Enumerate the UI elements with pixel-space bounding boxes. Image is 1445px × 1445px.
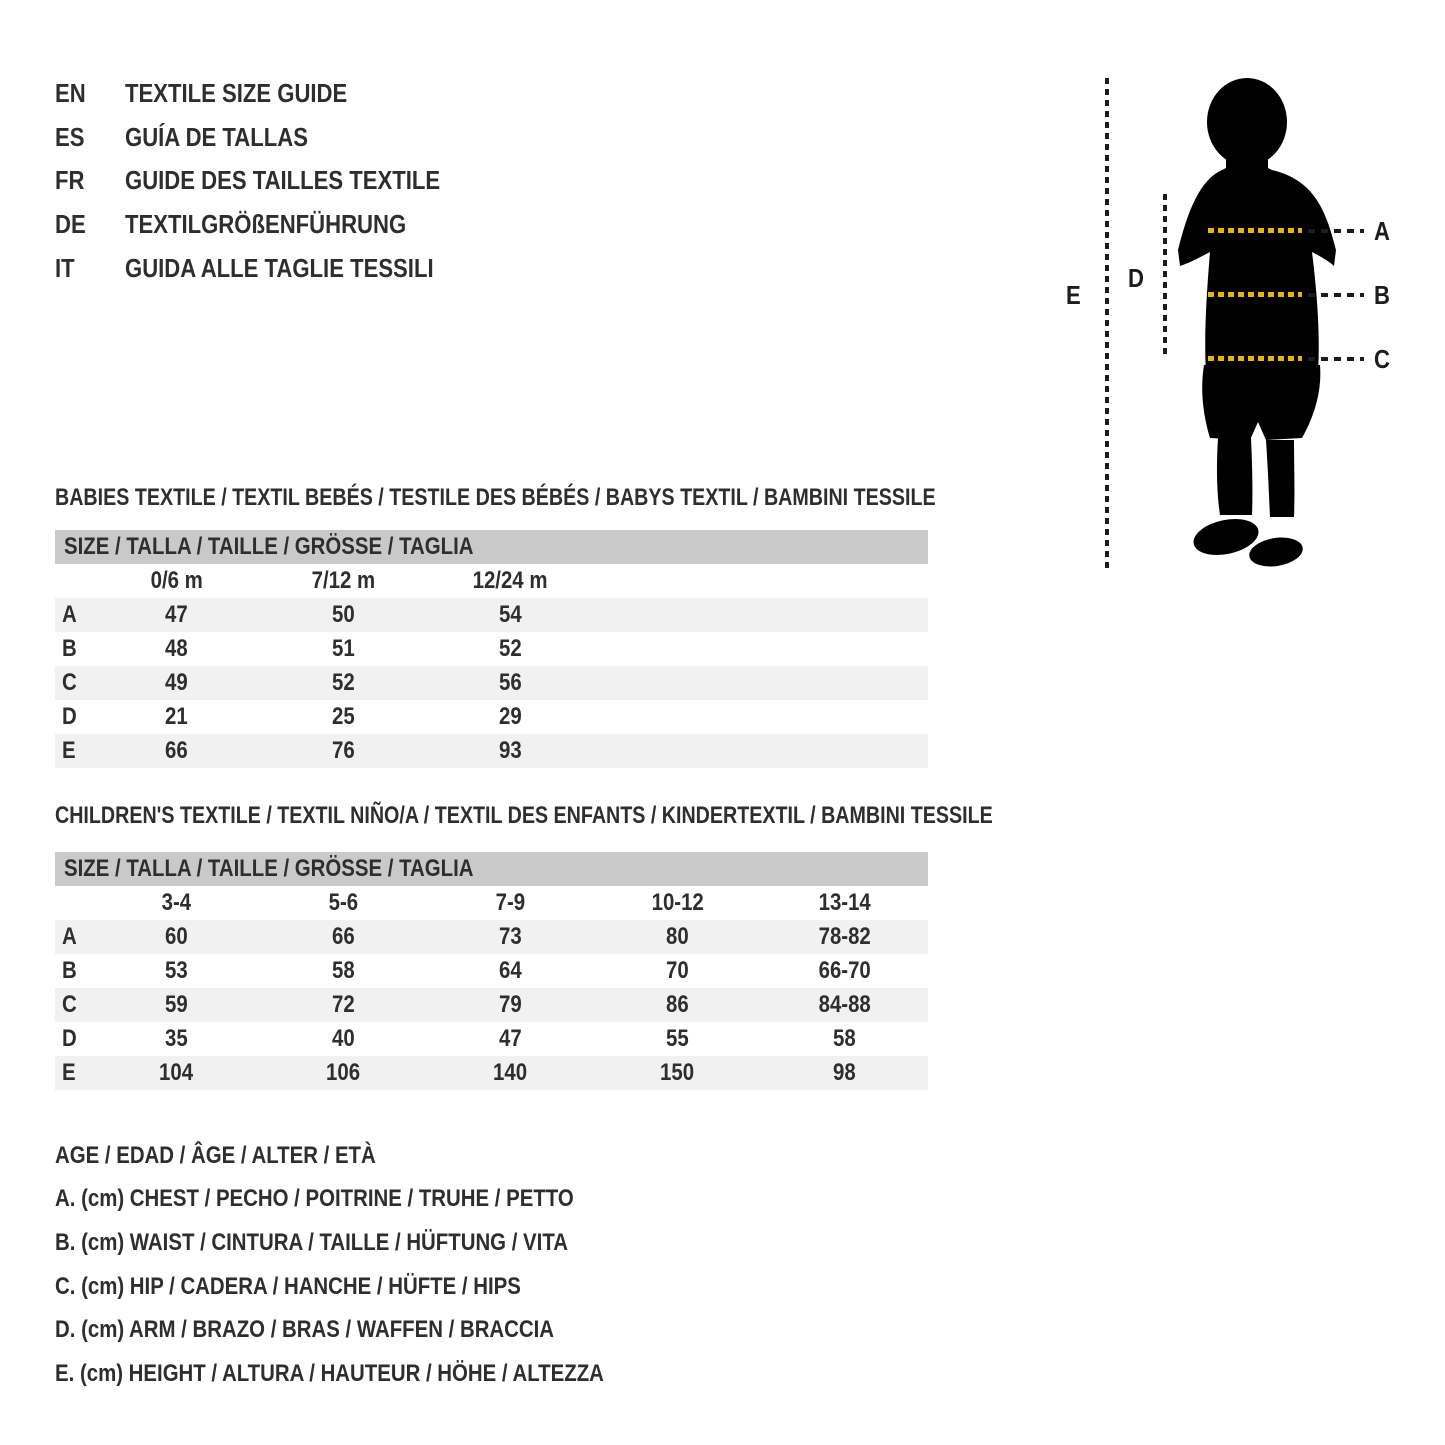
children-col-5-6: 5-6: [328, 889, 359, 916]
waist-measure-line-b: [1208, 292, 1368, 297]
children-b-0: 53: [165, 957, 188, 984]
babies-c-0: 49: [165, 669, 188, 696]
lang-row-de: [55, 203, 496, 247]
waist-line-black-dashes: [1308, 293, 1364, 297]
children-row-c: [55, 988, 928, 1022]
lang-row-en: [55, 72, 496, 116]
babies-col-0-6m: 0/6 m: [150, 567, 203, 594]
children-a-1: 66: [332, 923, 355, 950]
children-d-3: 55: [666, 1025, 689, 1052]
babies-b-1: 51: [332, 635, 355, 662]
children-b-1: 58: [332, 957, 355, 984]
babies-col-7-12m: 7/12 m: [311, 567, 376, 594]
lang-code-de: DE: [55, 209, 86, 240]
figure-label-a: A: [1374, 216, 1390, 246]
babies-a-2: 54: [499, 601, 522, 628]
babies-a-1: 50: [332, 601, 355, 628]
children-section-title: CHILDREN'S TEXTILE / TEXTIL NIÑO/A / TEXTIL DES ENFANTS / KINDERTEXTIL / BAMBINI TESSILE: [55, 802, 993, 829]
legend-waist: B. (cm) WAIST / CINTURA / TAILLE / HÜFTUNG / VITA: [55, 1228, 569, 1256]
babies-row-d-label: D: [62, 703, 77, 730]
lang-title-it: GUIDA ALLE TAGLIE TESSILI: [125, 252, 434, 283]
children-a-4: 78-82: [818, 923, 871, 950]
children-row-a: [55, 920, 928, 954]
babies-row-a-label: A: [62, 601, 77, 628]
chest-line-black-dashes: [1308, 229, 1364, 233]
children-row-e-label: E: [62, 1059, 76, 1086]
babies-row-e: [55, 734, 928, 768]
children-row-a-label: A: [62, 923, 77, 950]
babies-c-2: 56: [499, 669, 522, 696]
babies-row-e-label: E: [62, 737, 76, 764]
children-row-e: [55, 1056, 928, 1090]
lang-code-it: IT: [55, 252, 75, 283]
babies-a-0: 47: [165, 601, 188, 628]
children-c-2: 79: [499, 991, 522, 1018]
lang-code-fr: FR: [55, 165, 85, 196]
babies-e-0: 66: [165, 737, 188, 764]
babies-column-header-row: [55, 564, 928, 598]
children-b-4: 66-70: [818, 957, 871, 984]
children-column-header-row: [55, 886, 928, 920]
children-e-0: 104: [159, 1059, 194, 1086]
chest-measure-line-a: [1208, 228, 1368, 233]
child-silhouette: [1170, 75, 1340, 570]
babies-e-1: 76: [332, 737, 355, 764]
lang-row-it: [55, 246, 496, 290]
babies-b-0: 48: [165, 635, 188, 662]
children-e-4: 98: [833, 1059, 856, 1086]
hip-line-yellow-dashes: [1208, 356, 1302, 361]
babies-e-2: 93: [499, 737, 522, 764]
legend-height: E. (cm) HEIGHT / ALTURA / HAUTEUR / HÖHE / ALTEZZA: [55, 1359, 604, 1387]
waist-line-yellow-dashes: [1208, 292, 1302, 297]
children-c-3: 86: [666, 991, 689, 1018]
language-title-block: [55, 72, 496, 290]
children-a-0: 60: [165, 923, 188, 950]
children-row-d: [55, 1022, 928, 1056]
babies-b-2: 52: [499, 635, 522, 662]
children-col-13-14: 13-14: [818, 889, 871, 916]
babies-row-b: [55, 632, 928, 666]
figure-label-d: D: [1128, 263, 1144, 293]
hip-line-black-dashes: [1308, 357, 1364, 361]
babies-row-c: [55, 666, 928, 700]
children-e-1: 106: [326, 1059, 361, 1086]
babies-d-0: 21: [165, 703, 188, 730]
lang-row-fr: [55, 159, 496, 203]
legend-hip: C. (cm) HIP / CADERA / HANCHE / HÜFTE / HIPS: [55, 1272, 521, 1300]
children-c-4: 84-88: [818, 991, 871, 1018]
babies-d-1: 25: [332, 703, 355, 730]
babies-row-b-label: B: [62, 635, 77, 662]
children-d-0: 35: [165, 1025, 188, 1052]
babies-size-table: [55, 564, 928, 768]
babies-col-12-24m: 12/24 m: [473, 567, 548, 594]
babies-row-c-label: C: [62, 669, 77, 696]
chest-line-yellow-dashes: [1208, 228, 1302, 233]
children-col-7-9: 7-9: [495, 889, 526, 916]
babies-row-d: [55, 700, 928, 734]
hip-measure-line-c: [1208, 356, 1368, 361]
children-d-1: 40: [332, 1025, 355, 1052]
legend-age: AGE / EDAD / ÂGE / ALTER / ETÀ: [55, 1141, 376, 1169]
children-a-3: 80: [666, 923, 689, 950]
babies-row-a: [55, 598, 928, 632]
babies-size-header-text: SIZE / TALLA / TAILLE / GRÖSSE / TAGLIA: [64, 533, 474, 560]
lang-code-es: ES: [55, 121, 85, 152]
babies-section-title: BABIES TEXTILE / TEXTIL BEBÉS / TESTILE DES BÉBÉS / BABYS TEXTIL / BAMBINI TESSILE: [55, 484, 936, 511]
children-e-2: 140: [493, 1059, 528, 1086]
children-size-header-bar: [55, 852, 928, 886]
children-row-c-label: C: [62, 991, 77, 1018]
figure-label-b: B: [1374, 280, 1390, 310]
lang-row-es: [55, 116, 496, 160]
children-d-4: 58: [833, 1025, 856, 1052]
children-row-d-label: D: [62, 1025, 77, 1052]
lang-title-de: TEXTILGRÖßENFÜHRUNG: [125, 209, 407, 240]
figure-label-c: C: [1374, 344, 1390, 374]
lang-title-es: GUÍA DE TALLAS: [125, 121, 308, 152]
babies-c-1: 52: [332, 669, 355, 696]
babies-size-header-bar: [55, 530, 928, 564]
measurement-legend: [55, 1134, 701, 1396]
children-b-3: 70: [666, 957, 689, 984]
children-c-0: 59: [165, 991, 188, 1018]
children-e-3: 150: [660, 1059, 695, 1086]
children-a-2: 73: [499, 923, 522, 950]
lang-title-en: TEXTILE SIZE GUIDE: [125, 78, 348, 109]
children-size-table: [55, 886, 928, 1090]
children-row-b: [55, 954, 928, 988]
children-size-header-text: SIZE / TALLA / TAILLE / GRÖSSE / TAGLIA: [64, 855, 474, 882]
legend-chest: A. (cm) CHEST / PECHO / POITRINE / TRUHE / PETTO: [55, 1185, 574, 1213]
arm-dotted-line-d: [1163, 194, 1167, 354]
children-col-10-12: 10-12: [651, 889, 704, 916]
lang-title-fr: GUIDE DES TAILLES TEXTILE: [125, 165, 441, 196]
babies-d-2: 29: [499, 703, 522, 730]
figure-label-e: E: [1066, 280, 1081, 310]
children-c-1: 72: [332, 991, 355, 1018]
children-b-2: 64: [499, 957, 522, 984]
legend-arm: D. (cm) ARM / BRAZO / BRAS / WAFFEN / BRACCIA: [55, 1316, 555, 1344]
children-col-3-4: 3-4: [161, 889, 192, 916]
children-row-b-label: B: [62, 957, 77, 984]
lang-code-en: EN: [55, 78, 86, 109]
children-d-2: 47: [499, 1025, 522, 1052]
